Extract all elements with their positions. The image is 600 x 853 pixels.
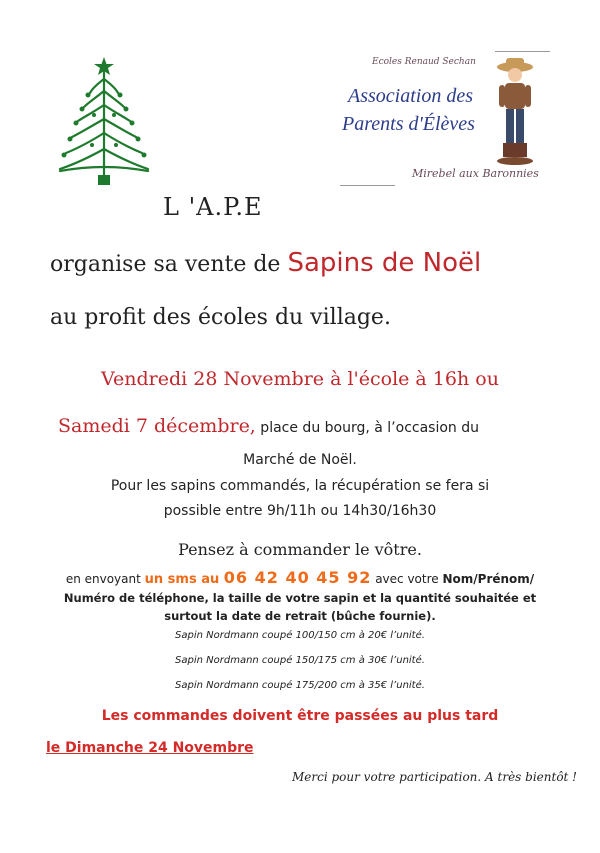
sms-details-line2: surtout la date de retrait (bûche fournie). [164, 609, 436, 623]
friday-date-line: Vendredi 28 Novembre à l'école à 16h ou [101, 368, 499, 390]
sms-mid: avec votre [371, 572, 443, 586]
ape-heading: L 'A.P.E [163, 193, 263, 221]
cowboy-figure-icon [485, 55, 545, 167]
sms-highlight: un sms au [144, 572, 224, 587]
saturday-date-line [58, 415, 479, 437]
saturday-date: Samedi 7 décembre, [58, 415, 256, 437]
thanks-message: Merci pour votre participation. A très bientôt ! [292, 770, 577, 784]
price-item: Sapin Nordmann coupé 150/175 cm à 30€ l’unité. [175, 655, 425, 666]
saturday-location: place du bourg, à l’occasion du [255, 420, 479, 436]
logo-title-line1: Association des [348, 85, 473, 107]
sms-name-field: Nom/Prénom/ [442, 572, 535, 586]
ape-logo [330, 45, 555, 195]
christmas-tree-icon [52, 55, 156, 195]
price-item: Sapin Nordmann coupé 175/200 cm à 35€ l’unité. [175, 680, 425, 691]
logo-village-name: Mirebel aux Baronnies [412, 167, 539, 180]
sms-instruction-line [0, 568, 600, 587]
logo-school-name: Ecoles Renaud Sechan [372, 57, 476, 67]
pickup-info-line2: possible entre 9h/11h ou 14h30/16h30 [163, 503, 437, 519]
christmas-market-line: Marché de Noël. [243, 452, 357, 468]
order-reminder: Pensez à commander le vôtre. [178, 540, 422, 559]
deadline-notice: Les commandes doivent être passées au plus tard [101, 708, 499, 724]
sms-prefix: en envoyant [65, 572, 145, 586]
logo-title-line2: Parents d'Élèves [342, 113, 475, 135]
sms-details-line1: Numéro de téléphone, la taille de votre sapin et la quantité souhaitée et [63, 591, 537, 605]
sale-prefix: organise sa vente de [50, 252, 288, 277]
phone-number[interactable]: 06 42 40 45 92 [223, 568, 372, 587]
sale-announcement [50, 248, 481, 278]
price-item: Sapin Nordmann coupé 100/150 cm à 20€ l’unité. [175, 630, 425, 641]
sapins-highlight: Sapins de Noël [287, 248, 482, 278]
profit-line: au profit des écoles du village. [50, 305, 391, 330]
pickup-info-line1: Pour les sapins commandés, la récupération se fera si [110, 478, 490, 494]
deadline-date: le Dimanche 24 Novembre [46, 740, 254, 756]
